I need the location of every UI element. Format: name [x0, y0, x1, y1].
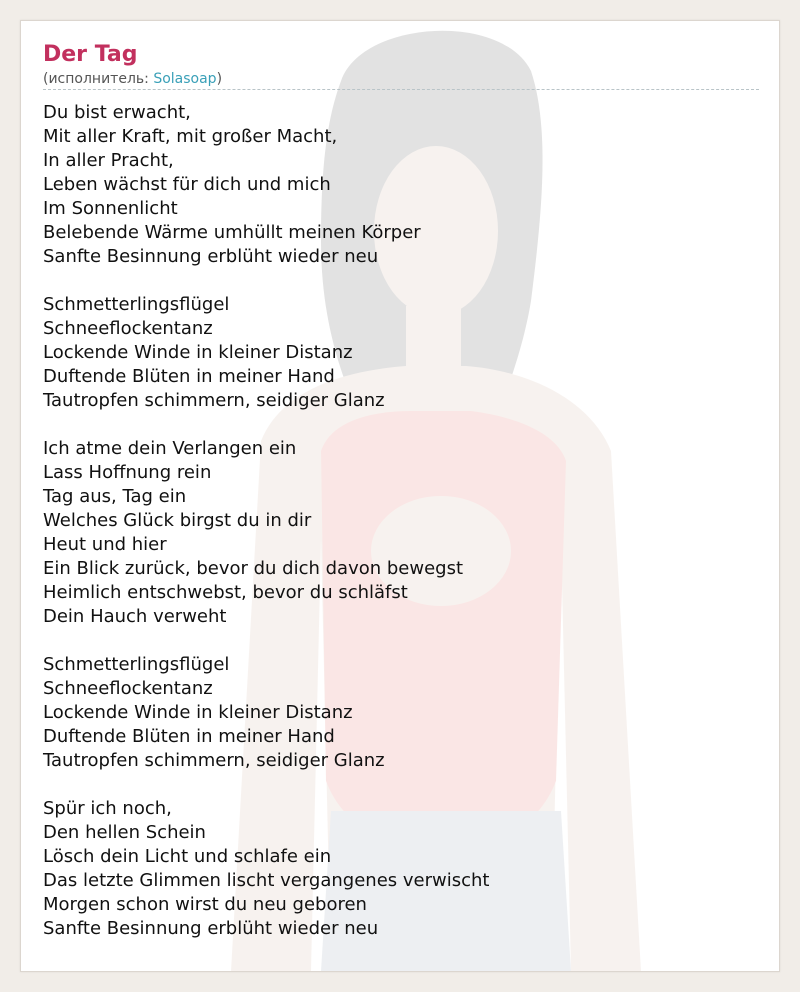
lyrics-line: Lockende Winde in kleiner Distanz — [43, 342, 353, 363]
lyrics-line: Tautropfen schimmern, seidiger Glanz — [43, 750, 385, 771]
artist-link[interactable]: Solasoap — [153, 71, 217, 87]
lyrics-line: In aller Pracht, — [43, 150, 174, 171]
lyrics-line: Den hellen Schein — [43, 822, 206, 843]
artist-line — [43, 70, 759, 90]
song-title: Der Tag — [43, 42, 138, 67]
lyrics-card — [20, 20, 780, 972]
lyrics-line: Heimlich entschwebst, bevor du schläfst — [43, 582, 408, 603]
lyrics-line: Heut und hier — [43, 534, 167, 555]
lyrics-line: Schneeflockentanz — [43, 678, 213, 699]
lyrics-line: Lass Hoffnung rein — [43, 462, 212, 483]
song-header — [43, 41, 759, 90]
lyrics-line: Das letzte Glimmen lischt vergangenes verwischt — [43, 870, 490, 891]
lyrics-line: Mit aller Kraft, mit großer Macht, — [43, 126, 338, 147]
lyrics-line: Sanfte Besinnung erblüht wieder neu — [43, 918, 379, 939]
lyrics-line: Welches Glück birgst du in dir — [43, 510, 312, 531]
lyrics-stanza — [43, 293, 759, 413]
lyrics-line: Schmetterlingsflügel — [43, 654, 230, 675]
lyrics-stanza — [43, 797, 759, 941]
lyrics-line: Duftende Blüten in meiner Hand — [43, 366, 335, 387]
lyrics-line: Lockende Winde in kleiner Distanz — [43, 702, 353, 723]
lyrics-line: Dein Hauch verweht — [43, 606, 227, 627]
lyrics-line: Schmetterlingsflügel — [43, 294, 230, 315]
lyrics-line: Duftende Blüten in meiner Hand — [43, 726, 335, 747]
lyrics-line: Morgen schon wirst du neu geboren — [43, 894, 367, 915]
lyrics-line: Schneeflockentanz — [43, 318, 213, 339]
lyrics-stanza — [43, 437, 759, 629]
lyrics-line: Sanfte Besinnung erblüht wieder neu — [43, 246, 379, 267]
lyrics-line: Belebende Wärme umhüllt meinen Körper — [43, 222, 421, 243]
lyrics-line: Tag aus, Tag ein — [43, 486, 187, 507]
lyrics-line: Ich atme dein Verlangen ein — [43, 438, 297, 459]
lyrics-line: Im Sonnenlicht — [43, 198, 178, 219]
lyrics-body — [43, 101, 759, 965]
lyrics-line: Ein Blick zurück, bevor du dich davon bewegst — [43, 558, 464, 579]
lyrics-line: Spür ich noch, — [43, 798, 172, 819]
artist-prefix: (исполнитель: — [43, 71, 154, 87]
lyrics-stanza — [43, 653, 759, 773]
artist-suffix: ) — [216, 71, 223, 87]
lyrics-line: Du bist erwacht, — [43, 102, 191, 123]
lyrics-line: Lösch dein Licht und schlafe ein — [43, 846, 332, 867]
lyrics-line: Leben wächst für dich und mich — [43, 174, 331, 195]
lyrics-stanza — [43, 101, 759, 269]
lyrics-line: Tautropfen schimmern, seidiger Glanz — [43, 390, 385, 411]
